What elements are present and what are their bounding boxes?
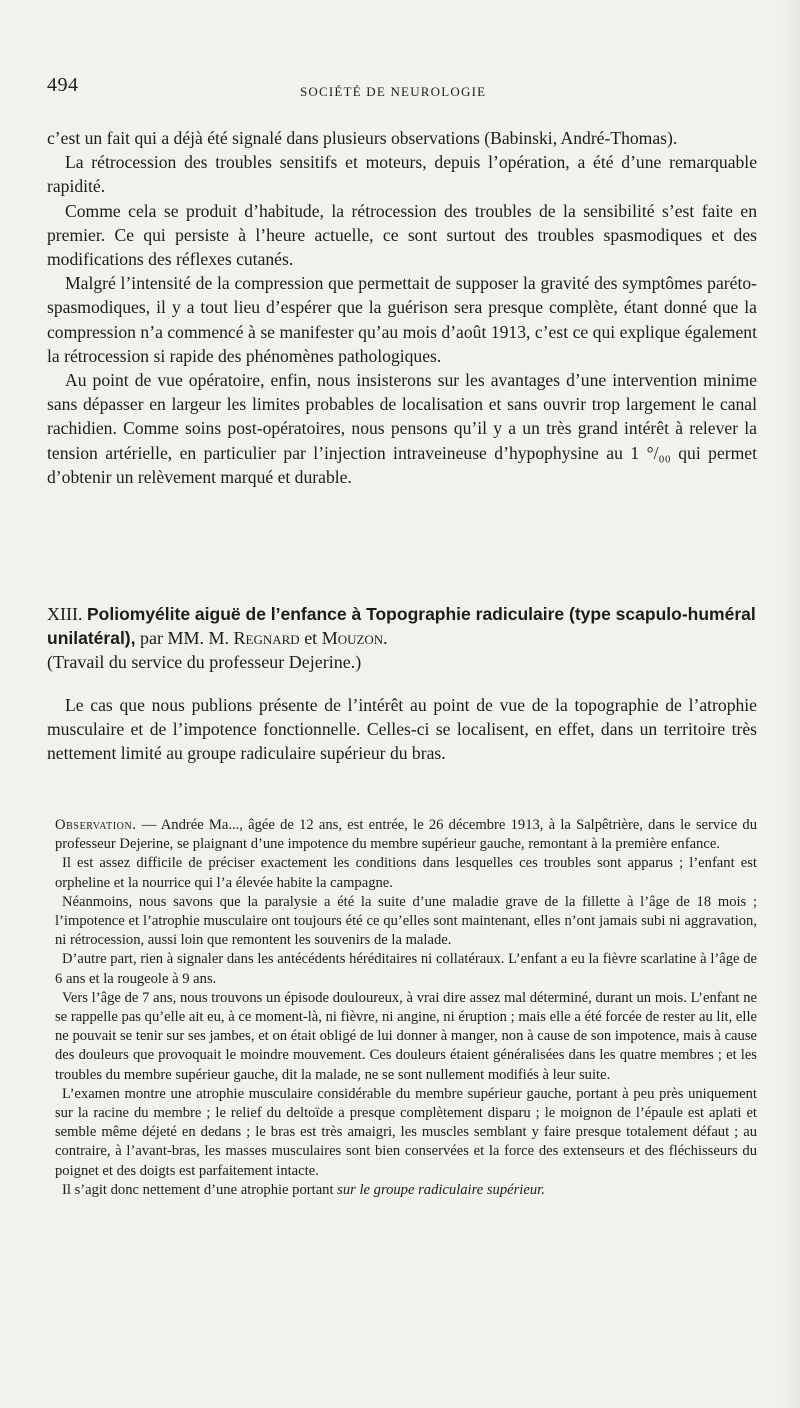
main-text: [47, 126, 757, 489]
observation-first-rest: — Andrée Ma..., âgée de 12 ans, est entrée, le 26 décembre 1913, à la Salpêtrière, dans le service du professeur Dejerine, se plaignant d’une impotence du membre supérieur gauche, remontant à la première enfance.: [55, 817, 757, 853]
observation-paragraph: Néanmoins, nous savons que la paralysie a été la suite d’une maladie grave de la fillette à l’âge de 18 mois ; l’impotence et l’atrophie musculaire ont toujours été ce qu’elles sont maintenant, elles n’ont jamais subi ni aggravation, ni rétrocession, aussi loin que remontent les souvenirs de la malade.: [55, 893, 757, 949]
page-number: 494: [47, 74, 79, 96]
section-authors: [140, 628, 388, 648]
author1-initial: M.: [208, 628, 230, 648]
authors-and: et: [304, 628, 318, 648]
paragraph: Comme cela se produit d’habitude, la rétrocession des troubles de la sensibilité s’est faite en premier. Ce qui persiste à l’heure actuelle, ce sont surtout des troubles spasmodiques et des modifications des réflexes cutanés.: [47, 200, 757, 270]
paragraph: La rétrocession des troubles sensitifs et moteurs, depuis l’opération, a été d’une remarquable rapidité.: [47, 152, 757, 197]
observation-paragraph: Vers l’âge de 7 ans, nous trouvons un épisode douloureux, à vrai dire assez mal déterminé, durant un mois. L’enfant ne se rappelle pas qu’elle ait eu, à ce moment-là, ni fièvre, ni angine, ni éruption ; mais elle a été forcée de rester au lit, elle ne pouvait se tenir sur ses jambes, et on était obligé de lui donner à manger, non à cause de son impotence, mais à cause des douleurs que provoquait le moindre mouvement. Ces douleurs étaient généralisées dans les quatre membres ; et les troubles du membre supérieur gauche, dit la malade, ne se sont nullement modifiés à leur suite.: [55, 989, 757, 1083]
section-title-text: Poliomyélite aiguë de l’enfance à Topographie radiculaire (type scapulo-huméral unilatéral),: [47, 604, 756, 648]
paragraph: Malgré l’intensité de la compression que permettait de supposer la gravité des symptômes paréto-spasmodiques, il y a tout lieu d’espérer que la guérison sera presque complète, étant donné que la compression n’a commencé à se manifester qu’au mois d’août 1913, c’est ce qui explique également la rétrocession si rapide des phénomènes pathologiques.: [47, 273, 757, 366]
observation-paragraph: L’examen montre une atrophie musculaire considérable du membre supérieur gauche, portant à peu près uniquement sur la racine du membre ; le relief du deltoïde a presque complètement disparu ; le moignon de l’épaule est aplati et semble même déjeté en dedans ; le bras est très amaigri, les muscles semblant y faire presque totalement défaut ; au contraire, à l’avant-bras, les masses musculaires sont bien conservées et la force des extenseurs et des fléchisseurs du poignet et des doigts est parfaitement intacte.: [55, 1085, 757, 1179]
observation-label: Observation.: [55, 817, 137, 833]
paragraph: Au point de vue opératoire, enfin, nous insisterons sur les avantages d’une intervention minime sans dépasser en largeur les limites probables de localisation et sans ouvrir trop largement le canal rachidien. Comme soins post-opératoires, nous pensons qu’il y a un très grand intérêt à relever la tension artérielle, en particulier par l’injection intraveineuse d’hypophysine au 1 °/₀₀ qui permet d’obtenir un relèvement marqué et durable.: [47, 370, 757, 487]
section-number: XIII.: [47, 604, 83, 624]
author1-name: Regnard: [233, 628, 300, 648]
observation-paragraph: Il est assez difficile de préciser exactement les conditions dans lesquelles ces troubles sont apparus ; l’enfant est orpheline et la nourrice qui l’a élevée habite la campagne.: [55, 855, 757, 891]
authors-by: par MM.: [140, 628, 204, 648]
observation-last-start: Il s’agit donc nettement d’une atrophie portant: [62, 1181, 338, 1198]
running-head: SOCIÉTÉ DE NEUROLOGIE: [300, 84, 487, 99]
section-note: (Travail du service du professeur Dejerine.): [47, 652, 362, 672]
observation-first-paragraph: [55, 816, 757, 854]
page-edge-shadow: [780, 0, 800, 1408]
intro-paragraph: Le cas que nous publions présente de l’intérêt au point de vue de la topographie de l’atrophie musculaire et de l’impotence fonctionnelle. Celles-ci se localisent, en effet, dans un territoire très nettement limité au groupe radiculaire supérieur du bras.: [47, 695, 757, 764]
observation-last-paragraph: [55, 1181, 757, 1200]
observation-last-italic: sur le groupe radiculaire supérieur.: [337, 1181, 545, 1198]
paragraph-continuation: c’est un fait qui a déjà été signalé dans plusieurs observations (Babinski, André-Thomas).: [47, 128, 678, 148]
section-heading: [47, 602, 759, 674]
observation-paragraph: D’autre part, rien à signaler dans les antécédents héréditaires ni collatéraux. L’enfant a eu la fièvre scarlatine à l’âge de 6 ans et la rougeole à 9 ans.: [55, 951, 757, 987]
intro-text: [47, 693, 757, 766]
author2-name: Mouzon.: [321, 628, 388, 648]
observation-text: [55, 816, 757, 1200]
